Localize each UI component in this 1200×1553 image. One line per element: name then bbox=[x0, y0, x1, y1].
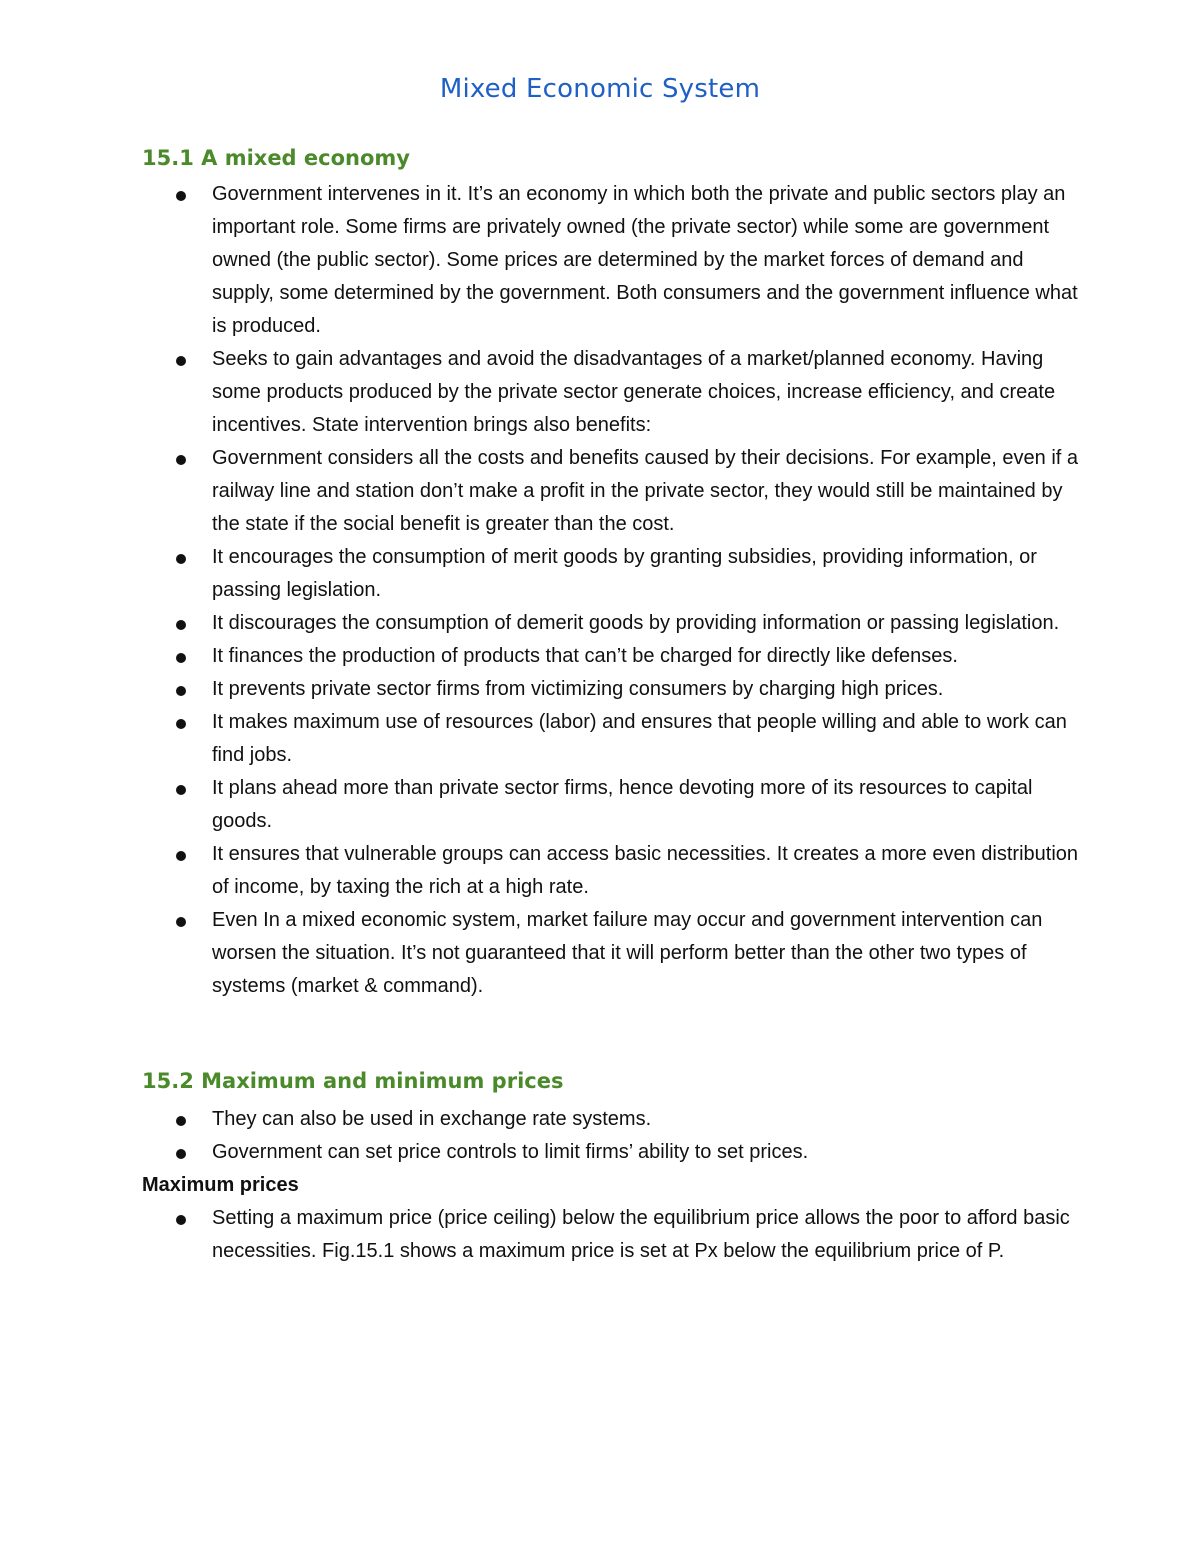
bullet-icon bbox=[176, 851, 186, 861]
section-heading-max-min-prices: 15.2 Maximum and minimum prices bbox=[142, 1069, 564, 1093]
list-item-text: It discourages the consumption of demerit goods by providing information or passing legislation. bbox=[212, 612, 1060, 634]
mixed-economy-bullet-list bbox=[0, 178, 1200, 1003]
bullet-icon bbox=[176, 620, 186, 630]
list-item bbox=[0, 838, 1200, 904]
bullet-icon bbox=[176, 1116, 186, 1126]
list-item bbox=[0, 1103, 1200, 1136]
list-item bbox=[0, 541, 1200, 607]
list-item bbox=[0, 673, 1200, 706]
bullet-icon bbox=[176, 191, 186, 201]
bullet-icon bbox=[176, 554, 186, 564]
max-min-prices-bullet-list bbox=[0, 1103, 1200, 1169]
list-item bbox=[0, 706, 1200, 772]
list-item-text: Seeks to gain advantages and avoid the disadvantages of a market/planned economy. Having some products produced by the private sector generate choices, increase efficiency, and create incentives. State intervention brings also benefits: bbox=[212, 348, 1056, 436]
list-item bbox=[0, 343, 1200, 442]
list-item bbox=[0, 1136, 1200, 1169]
list-item-text: It makes maximum use of resources (labor) and ensures that people willing and able to work can find jobs. bbox=[212, 711, 1067, 766]
subheading-maximum-prices: Maximum prices bbox=[142, 1174, 299, 1196]
list-item-text: It finances the production of products that can’t be charged for directly like defenses. bbox=[212, 645, 958, 667]
list-item-text: It plans ahead more than private sector firms, hence devoting more of its resources to capital goods. bbox=[212, 777, 1033, 832]
bullet-icon bbox=[176, 1149, 186, 1159]
bullet-icon bbox=[176, 455, 186, 465]
list-item-text: Setting a maximum price (price ceiling) below the equilibrium price allows the poor to afford basic necessities. Fig.15.1 shows a maximum price is set at Px below the equilibrium price of P. bbox=[212, 1207, 1070, 1262]
document-title: Mixed Economic System bbox=[439, 74, 761, 104]
list-item-text: Government considers all the costs and benefits caused by their decisions. For example, even if a railway line and station don’t make a profit in the private sector, they would still be maintained by the state if the social benefit is greater than the cost. bbox=[212, 447, 1079, 535]
bullet-icon bbox=[176, 1215, 186, 1225]
list-item bbox=[0, 904, 1200, 1003]
list-item-text: Government intervenes in it. It’s an economy in which both the private and public sectors play an important role. Some firms are privately owned (the private sector) while some are government owned (the public sector). Some prices are determined by the market forces of demand and supply, some determined by the government. Both consumers and the government influence what is produced. bbox=[212, 183, 1078, 337]
list-item-text: They can also be used in exchange rate systems. bbox=[212, 1108, 652, 1130]
list-item-text: It encourages the consumption of merit goods by granting subsidies, providing information, or passing legislation. bbox=[212, 546, 1037, 601]
bullet-icon bbox=[176, 785, 186, 795]
list-item bbox=[0, 607, 1200, 640]
list-item bbox=[0, 1202, 1200, 1268]
maximum-prices-bullet-list bbox=[0, 1202, 1200, 1268]
bullet-icon bbox=[176, 719, 186, 729]
list-item bbox=[0, 442, 1200, 541]
list-item bbox=[0, 640, 1200, 673]
list-item-text: Government can set price controls to limit firms’ ability to set prices. bbox=[212, 1141, 809, 1163]
list-item-text: It ensures that vulnerable groups can access basic necessities. It creates a more even distribution of income, by taxing the rich at a high rate. bbox=[212, 843, 1079, 898]
bullet-icon bbox=[176, 686, 186, 696]
bullet-icon bbox=[176, 917, 186, 927]
bullet-icon bbox=[176, 356, 186, 366]
list-item bbox=[0, 772, 1200, 838]
section-heading-mixed-economy: 15.1 A mixed economy bbox=[142, 146, 410, 170]
list-item-text: It prevents private sector firms from victimizing consumers by charging high prices. bbox=[212, 678, 944, 700]
list-item bbox=[0, 178, 1200, 343]
list-item-text: Even In a mixed economic system, market failure may occur and government intervention can worsen the situation. It’s not guaranteed that it will perform better than the other two types of systems (market & command). bbox=[212, 909, 1043, 997]
bullet-icon bbox=[176, 653, 186, 663]
